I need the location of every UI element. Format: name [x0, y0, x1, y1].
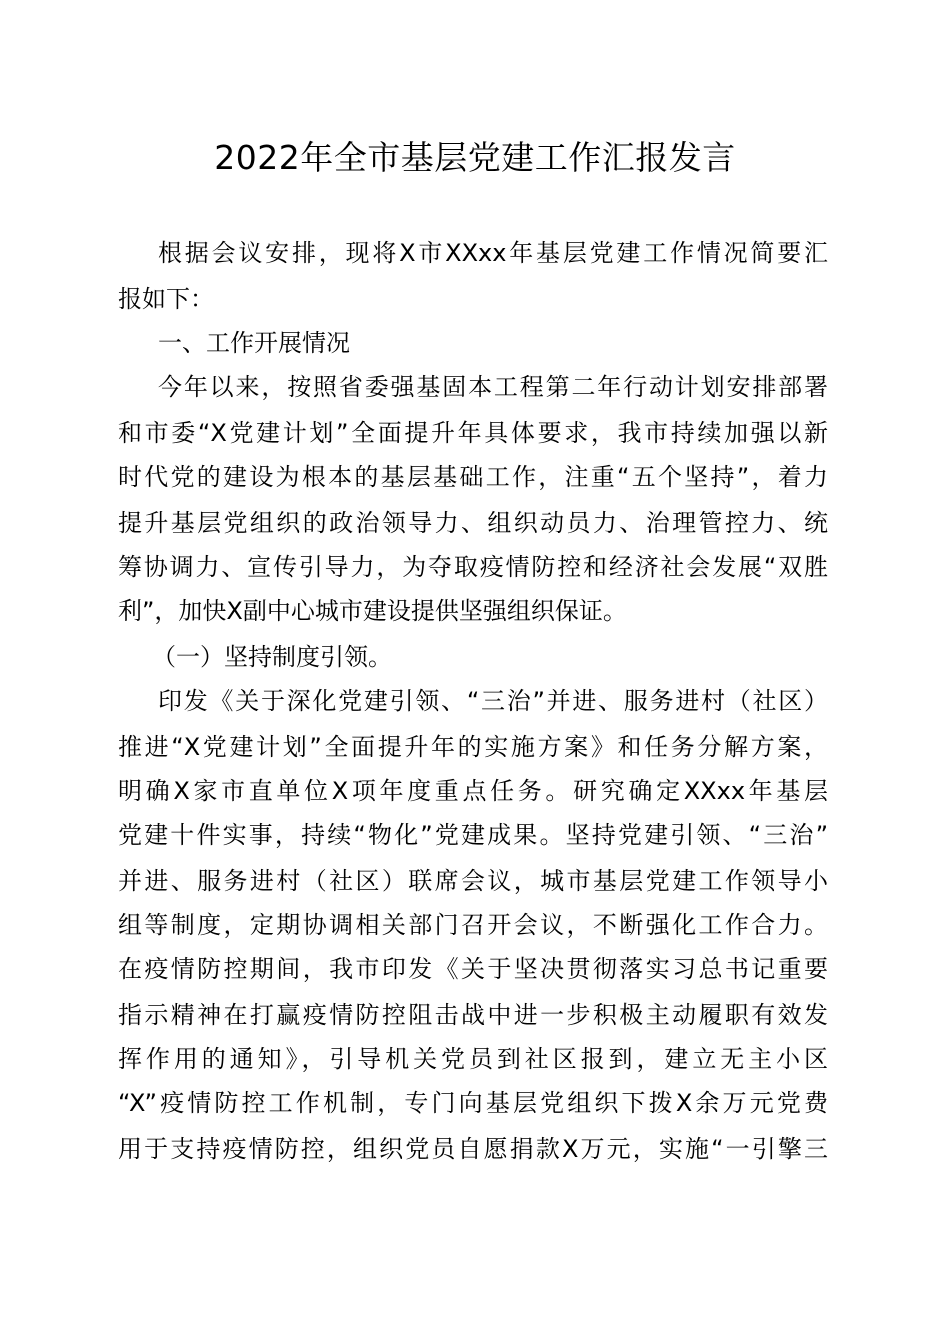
paragraph-line: 今年以来，按照省委强基固本工程第二年行动计划安排部署	[158, 373, 828, 401]
paragraph-line: 筹协调力、宣传引导力，为夺取疫情防控和经济社会发展“双胜	[118, 553, 828, 581]
paragraph-line: 挥作用的通知》，引导机关党员到社区报到，建立无主小区	[118, 1045, 828, 1073]
paragraph-line: 指示精神在打赢疫情防控阻击战中进一步积极主动履职有效发	[118, 1001, 828, 1029]
paragraph-line: 利”，加快X副中心城市建设提供坚强组织保证。	[118, 597, 627, 625]
paragraph-line: 用于支持疫情防控，组织党员自愿捐款X万元，实施“一引擎三	[118, 1135, 828, 1163]
paragraph-line: 在疫情防控期间，我市印发《关于坚决贯彻落实习总书记重要	[118, 955, 828, 983]
paragraph-line: 时代党的建设为根本的基层基础工作，注重“五个坚持”，着力	[118, 463, 828, 491]
paragraph-line: 党建十件实事，持续“物化”党建成果。坚持党建引领、“三治”	[118, 821, 828, 849]
paragraph-line: 推进“X党建计划”全面提升年的实施方案》和任务分解方案，	[118, 733, 828, 761]
paragraph-line: 根据会议安排，现将X市XXxx年基层党建工作情况简要汇	[158, 239, 828, 267]
paragraph-line: 印发《关于深化党建引领、“三治”并进、服务进村（社区）	[158, 687, 828, 715]
paragraph-line: 组等制度，定期协调相关部门召开会议，不断强化工作合力。	[118, 911, 828, 939]
document-title: 2022年全市基层党建工作汇报发言	[214, 138, 736, 177]
subsection-heading: （一）坚持制度引领。	[152, 643, 392, 671]
paragraph-line: 报如下：	[118, 285, 214, 313]
paragraph-line: 和市委“X党建计划”全面提升年具体要求，我市持续加强以新	[118, 419, 828, 447]
paragraph-line: 提升基层党组织的政治领导力、组织动员力、治理管控力、统	[118, 509, 828, 537]
section-heading: 一、工作开展情况	[158, 329, 350, 357]
paragraph-line: 并进、服务进村（社区）联席会议，城市基层党建工作领导小	[118, 867, 828, 895]
paragraph-line: 明确X家市直单位X项年度重点任务。研究确定XXxx年基层	[118, 777, 828, 805]
paragraph-line: “X”疫情防控工作机制，专门向基层党组织下拨X余万元党费	[118, 1089, 828, 1117]
